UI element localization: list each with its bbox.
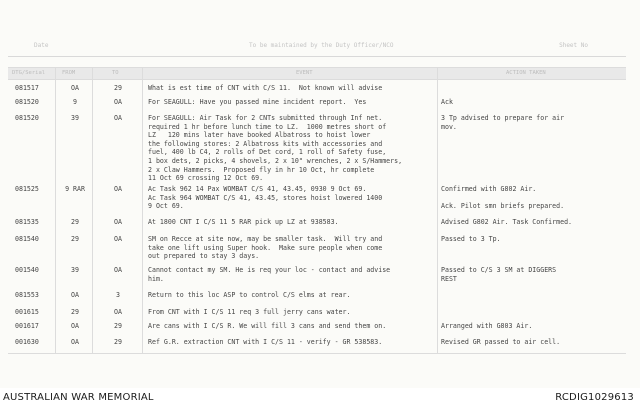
row-from: OA	[71, 322, 79, 330]
table-header-rule	[8, 79, 626, 80]
row-dtg: 081520	[15, 114, 39, 122]
row-message-line: At 1800 CNT I C/S 11 5 RAR pick up LZ at 938583.	[148, 218, 339, 226]
row-to: OA	[114, 185, 122, 193]
row-dtg: 081517	[15, 84, 39, 92]
row-message-line: take one lift using Super hook. Make sure people when come	[148, 243, 383, 252]
row-action-line: Passed to 3 Tp.	[441, 235, 501, 243]
date-label: Date	[34, 42, 49, 49]
row-message-line: required 1 hr before lunch time to LZ. 1000 metres short of	[148, 122, 387, 131]
row-dtg: 081553	[15, 291, 39, 299]
row-from: 29	[71, 218, 79, 226]
row-message-line: What is est time of CNT with C/S 11. Not known will advise	[148, 84, 383, 92]
row-from: 29	[71, 235, 79, 243]
archive-reference: RCDIG1029613	[555, 392, 634, 403]
row-dtg: 081525	[15, 185, 39, 193]
row-dtg: 081535	[15, 218, 39, 226]
row-message-line: out prepared to stay 3 days.	[148, 252, 260, 261]
row-dtg: 001615	[15, 308, 39, 316]
col-divider	[437, 67, 438, 353]
row-action-line: Passed to C/S 3 SM at DIGGERS	[441, 266, 557, 274]
row-action-line: 3 Tp advised to prepare for air	[441, 114, 565, 122]
row-message-line: 1 box dets, 2 picks, 4 shovels, 2 x 10" wrenches, 2 x S/Hammers,	[148, 157, 403, 165]
row-message-line: him.	[148, 274, 164, 283]
row-to: 29	[114, 338, 122, 346]
row-to: OA	[114, 98, 122, 106]
row-message-line: 11 Oct 69 crossing 12 Oct 69.	[148, 174, 264, 183]
row-action-line: Advised G802 Air. Task Confirmed.	[441, 218, 573, 226]
row-dtg: 001540	[15, 266, 39, 274]
row-message-line: From CNT with I C/S 11 req 3 full jerry cans water.	[148, 308, 351, 316]
row-dtg: 081540	[15, 235, 39, 243]
col-dtg-header: DTG/Serial	[12, 70, 46, 76]
row-from: 39	[71, 114, 79, 122]
row-action-line: Arranged with G803 Air.	[441, 322, 533, 330]
row-message-line: LZ 120 mins later have booked Albatross to hoist lower	[148, 131, 371, 140]
row-action-line: Revised GR passed to air cell.	[441, 338, 561, 346]
row-action-line: Ack. Pilot smn briefs prepared.	[441, 202, 565, 211]
row-from: OA	[71, 84, 79, 92]
row-message-line: Ac Task 964 WOMBAT C/S 41, 43.45, stores hoist lowered 1400	[148, 193, 383, 202]
row-to: OA	[114, 266, 122, 274]
archive-name: AUSTRALIAN WAR MEMORIAL	[3, 392, 154, 403]
row-message-line: For SEAGULL: Air Task for 2 CNTs submitted through Inf net.	[148, 114, 383, 122]
row-message-line: Ref G.R. extraction CNT with I C/S 11 - verify - GR 538583.	[148, 338, 383, 346]
row-message-line: 9 Oct 69.	[148, 202, 184, 211]
header-divider	[8, 56, 626, 57]
row-message-line: Ac Task 962 14 Pax WOMBAT C/S 41, 43.45, 0930 9 Oct 69.	[148, 185, 367, 193]
col-action-header: ACTION TAKEN	[506, 70, 546, 76]
row-message-line: fuel, 400 lb C4, 2 rolls of Det cord, 1 roll of Safety fuse,	[148, 148, 387, 157]
archive-footer	[0, 389, 640, 407]
row-action-line: REST	[441, 274, 457, 283]
row-from: 9	[73, 98, 77, 106]
row-message-line: the following stores: 2 Albatross kits with accessories and	[148, 139, 383, 148]
table-top-rule	[8, 67, 626, 68]
row-dtg: 001630	[15, 338, 39, 346]
row-message-line: 2 x Claw Hammers. Proposed fly in hr 10 Oct, hr complete	[148, 165, 375, 174]
sheet-label: Sheet No	[559, 42, 588, 49]
row-message-line: Return to this loc ASP to control C/S elms at rear.	[148, 291, 351, 299]
row-to: OA	[114, 114, 122, 122]
row-dtg: 081520	[15, 98, 39, 106]
row-action-line: Ack	[441, 98, 453, 106]
row-to: OA	[114, 308, 122, 316]
row-message-line: SM on Recce at site now, may be smaller task. Will try and	[148, 235, 383, 243]
table-bottom-rule	[8, 353, 626, 354]
row-from: OA	[71, 291, 79, 299]
subtitle: To be maintained by the Duty Officer/NCO	[249, 42, 394, 49]
row-from: 9 RAR	[65, 185, 85, 193]
col-divider	[92, 67, 93, 353]
row-message-line: Are cans with I C/S R. We will fill 3 cans and send them on.	[148, 322, 387, 330]
col-divider	[142, 67, 143, 353]
row-to: OA	[114, 235, 122, 243]
row-to: OA	[114, 218, 122, 226]
row-action-line: mov.	[441, 122, 457, 131]
row-action-line: Confirmed with G802 Air.	[441, 185, 537, 193]
col-event-header: EVENT	[296, 70, 313, 76]
column-header-row	[8, 67, 626, 79]
row-from: OA	[71, 338, 79, 346]
col-from-header: FROM	[62, 70, 76, 76]
row-from: 39	[71, 266, 79, 274]
row-dtg: 001617	[15, 322, 39, 330]
col-divider	[55, 67, 56, 353]
row-from: 29	[71, 308, 79, 316]
row-to: 29	[114, 322, 122, 330]
row-message-line: Cannot contact my SM. He is req your loc - contact and advise	[148, 266, 391, 274]
row-message-line: For SEAGULL: Have you passed mine incident report. Yes	[148, 98, 367, 106]
col-to-header: TO	[112, 70, 119, 76]
row-to: 29	[114, 84, 122, 92]
row-to: 3	[116, 291, 120, 299]
